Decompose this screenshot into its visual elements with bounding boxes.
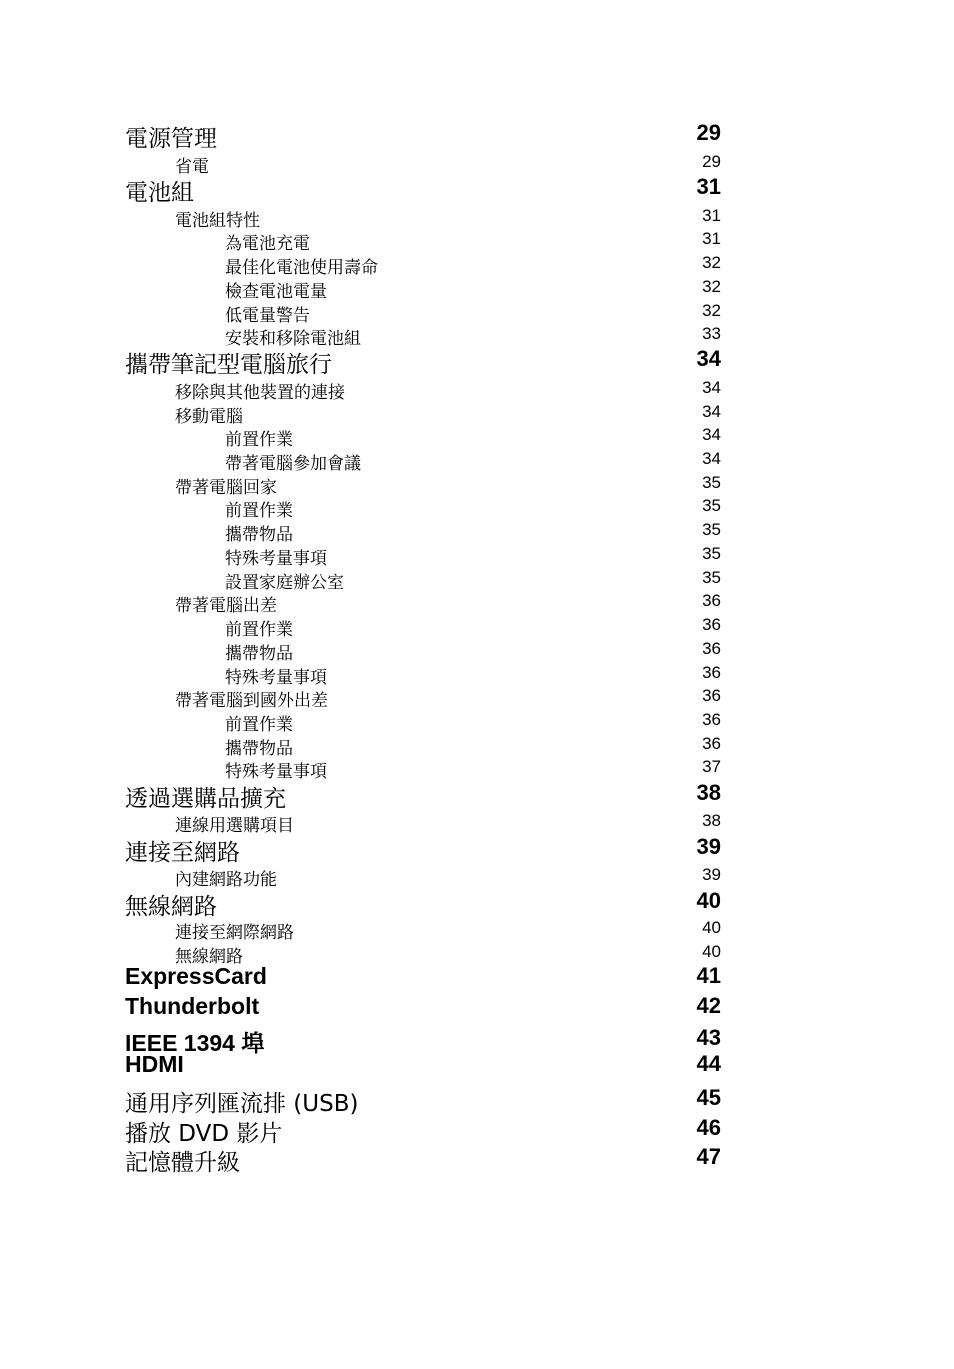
toc-entry-title: 記憶體升級 xyxy=(125,1150,240,1176)
toc-entry-page-number: 29 xyxy=(696,120,721,145)
toc-entry-title: ExpressCard xyxy=(125,963,267,989)
toc-entry-title: IEEE 1394 埠 xyxy=(125,1030,265,1056)
toc-entry-page-number: 39 xyxy=(702,865,721,884)
toc-entry-page-number: 40 xyxy=(696,888,721,913)
toc-entry-title: 特殊考量事項 xyxy=(225,549,327,569)
toc-entry-page-number: 33 xyxy=(702,324,721,343)
toc-entry-page-number: 35 xyxy=(702,473,721,492)
toc-entry-page-number: 43 xyxy=(696,1025,721,1050)
toc-entry-page-number: 29 xyxy=(702,152,721,171)
toc-entry-page-number: 42 xyxy=(696,993,721,1018)
toc-entry-page-number: 34 xyxy=(696,346,721,371)
toc-entry-page-number: 38 xyxy=(696,780,721,805)
toc-entry-page-number: 31 xyxy=(702,229,721,248)
toc-entry-title: 連線用選購項目 xyxy=(175,816,294,836)
toc-entry-title: 前置作業 xyxy=(225,620,293,640)
toc-entry-page-number: 35 xyxy=(702,520,721,539)
toc-entry-page-number: 37 xyxy=(702,757,721,776)
toc-entry-title: 前置作業 xyxy=(225,501,293,521)
toc-entry-page-number: 36 xyxy=(702,710,721,729)
toc-entry-page-number: 32 xyxy=(702,253,721,272)
toc-entry-page-number: 31 xyxy=(696,174,721,199)
toc-entry-title: 電池組 xyxy=(125,180,194,206)
toc-entry-title: Thunderbolt xyxy=(125,993,260,1019)
toc-entry-title: 特殊考量事項 xyxy=(225,668,327,688)
toc-entry-title: 為電池充電 xyxy=(225,234,310,254)
toc-entry-page-number: 35 xyxy=(702,496,721,515)
toc-entry-title: 特殊考量事項 xyxy=(225,762,327,782)
toc-entry-page-number: 36 xyxy=(702,734,721,753)
toc-entry-title: 攜帶物品 xyxy=(225,525,293,545)
toc-entry-title: 設置家庭辦公室 xyxy=(225,573,344,593)
toc-entry-title: 帶著電腦回家 xyxy=(175,478,277,498)
toc-entry-title: 無線網路 xyxy=(125,894,217,920)
toc-entry-page-number: 36 xyxy=(702,615,721,634)
toc-entry-page-number: 31 xyxy=(702,206,721,225)
toc-entry-title: 檢查電池電量 xyxy=(225,282,327,302)
toc-entry-page-number: 41 xyxy=(696,963,721,988)
toc-entry-page-number: 35 xyxy=(702,568,721,587)
toc-entry-title: 連接至網路 xyxy=(125,840,240,866)
toc-entry-title: 電源管理 xyxy=(125,126,217,152)
toc-entry-title: 無線網路 xyxy=(175,947,243,967)
toc-entry-page-number: 34 xyxy=(702,449,721,468)
toc-entry-page-number: 36 xyxy=(702,639,721,658)
toc-entry-page-number: 40 xyxy=(702,942,721,961)
toc-entry-page-number: 32 xyxy=(702,301,721,320)
toc-entry-title: 帶著電腦到國外出差 xyxy=(175,691,328,711)
toc-entry-page-number: 36 xyxy=(702,686,721,705)
toc-entry-title: 播放 DVD 影片 xyxy=(125,1121,283,1147)
toc-entry-title: 安裝和移除電池組 xyxy=(225,329,361,349)
toc-entry-title: 移除與其他裝置的連接 xyxy=(175,383,345,403)
toc-entry-title: 帶著電腦出差 xyxy=(175,596,277,616)
toc-entry-title: 電池組特性 xyxy=(175,211,260,231)
toc-entry-page-number: 34 xyxy=(702,402,721,421)
toc-entry-title: HDMI xyxy=(125,1051,184,1077)
toc-entry-title: 低電量警告 xyxy=(225,306,310,326)
toc-entry-title: 前置作業 xyxy=(225,715,293,735)
toc-entry-title: 內建網路功能 xyxy=(175,870,277,890)
toc-entry-title: 省電 xyxy=(175,157,209,177)
toc-entry-title: 前置作業 xyxy=(225,430,293,450)
toc-entry-page-number: 46 xyxy=(696,1115,721,1140)
toc-entry-title: 攜帶物品 xyxy=(225,644,293,664)
toc-entry-title: 攜帶筆記型電腦旅行 xyxy=(125,352,332,378)
toc-entry-title: 攜帶物品 xyxy=(225,739,293,759)
toc-entry-page-number: 32 xyxy=(702,277,721,296)
toc-entry-page-number: 44 xyxy=(696,1051,721,1076)
toc-entry-page-number: 40 xyxy=(702,918,721,937)
toc-entry-title: 移動電腦 xyxy=(175,407,243,427)
toc-entry-page-number: 34 xyxy=(702,425,721,444)
toc-entry-page-number: 36 xyxy=(702,663,721,682)
toc-entry-page-number: 34 xyxy=(702,378,721,397)
toc-entry-page-number: 38 xyxy=(702,811,721,830)
toc-entry-title: 透過選購品擴充 xyxy=(125,786,286,812)
toc-entry-page-number: 39 xyxy=(696,834,721,859)
toc-entry-page-number: 36 xyxy=(702,591,721,610)
toc-entry-title: 帶著電腦參加會議 xyxy=(225,454,361,474)
toc-entry-page-number: 35 xyxy=(702,544,721,563)
toc-entry-title: 最佳化電池使用壽命 xyxy=(225,258,378,278)
toc-entry-page-number: 45 xyxy=(696,1085,721,1110)
toc-entry-title: 連接至網際網路 xyxy=(175,923,294,943)
toc-entry-title: 通用序列匯流排 (USB) xyxy=(125,1091,359,1117)
toc-entry-page-number: 47 xyxy=(696,1144,721,1169)
